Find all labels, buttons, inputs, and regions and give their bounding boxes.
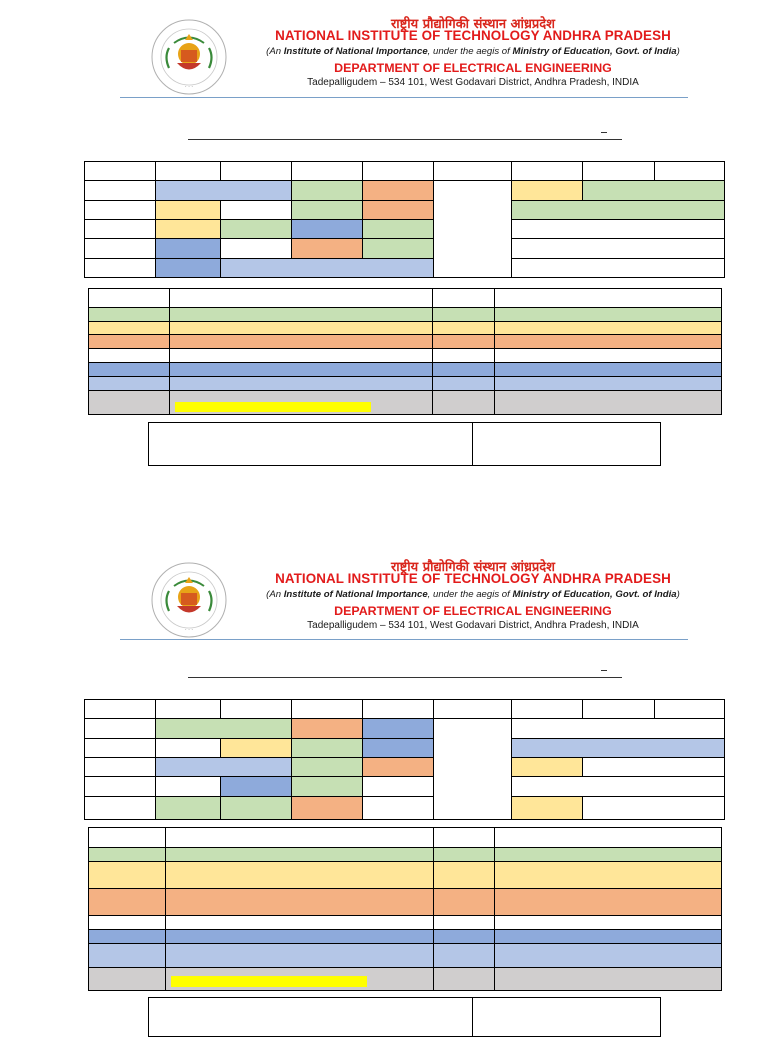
header-divider — [120, 639, 688, 640]
timetable-cell — [221, 700, 292, 719]
timetable-cell — [156, 700, 221, 719]
timetable-row — [85, 777, 725, 796]
timetable-cell — [512, 777, 725, 796]
legend-cell — [495, 968, 722, 991]
institute-tagline: (An Institute of National Importance, under the aegis of Ministry of Education, Govt. of India) — [266, 589, 680, 600]
timetable-cell — [292, 700, 363, 719]
legend-cell — [166, 889, 434, 916]
timetable-cell — [156, 757, 292, 776]
timetable-day-cell — [85, 777, 156, 796]
legend-cell — [434, 828, 495, 848]
legend-row — [89, 916, 722, 930]
institute-tagline: (An Institute of National Importance, under the aegis of Ministry of Education, Govt. of India) — [266, 46, 680, 57]
timetable-cell — [292, 777, 363, 796]
signature-cell — [149, 998, 473, 1037]
timetable-cell — [512, 700, 583, 719]
timetable-cell — [434, 700, 512, 719]
department-name: DEPARTMENT OF ELECTRICAL ENGINEERING — [334, 61, 612, 75]
timetable-cell — [512, 719, 725, 738]
timetable-cell — [363, 757, 434, 776]
timetable-day-cell — [85, 796, 156, 819]
timetable-cell — [221, 777, 292, 796]
timetable-cell — [363, 777, 434, 796]
department-name: DEPARTMENT OF ELECTRICAL ENGINEERING — [334, 604, 612, 618]
legend-cell — [434, 944, 495, 968]
timetable-cell — [363, 738, 434, 757]
legend-cell — [495, 930, 722, 944]
legend-cell — [495, 889, 722, 916]
legend-cell — [434, 889, 495, 916]
legend-row — [89, 889, 722, 916]
legend-cell — [89, 889, 166, 916]
timetable-cell — [583, 700, 655, 719]
timetable-cell — [583, 757, 725, 776]
legend-cell — [434, 930, 495, 944]
legend-header-row — [89, 828, 722, 848]
legend-cell — [89, 944, 166, 968]
legend-cell — [434, 848, 495, 862]
legend-cell — [89, 916, 166, 930]
legend-cell — [495, 944, 722, 968]
letterhead — [0, 557, 768, 657]
timetable-cell — [655, 700, 725, 719]
legend-cell — [434, 916, 495, 930]
timetable-cell — [363, 796, 434, 819]
timetable-cell — [363, 719, 434, 738]
legend-cell — [166, 828, 434, 848]
legend-row — [89, 944, 722, 968]
timetable-row — [85, 719, 725, 738]
timetable-cell — [221, 796, 292, 819]
legend-cell — [495, 828, 722, 848]
svg-text:· · ·: · · · — [185, 627, 193, 633]
timetable-grid — [84, 699, 725, 820]
timetable-day-cell — [85, 738, 156, 757]
timetable-row — [85, 757, 725, 776]
institute-address: Tadepalligudem – 534 101, West Godavari District, Andhra Pradesh, INDIA — [307, 620, 639, 631]
legend-cell — [89, 862, 166, 889]
institute-address: Tadepalligudem – 534 101, West Godavari District, Andhra Pradesh, INDIA — [307, 77, 639, 88]
timetable-cell — [85, 700, 156, 719]
legend-cell — [89, 968, 166, 991]
timetable-cell — [512, 757, 583, 776]
timetable-row — [85, 796, 725, 819]
legend-cell — [166, 862, 434, 889]
legend-cell — [89, 828, 166, 848]
legend-cell — [495, 916, 722, 930]
legend-cell — [89, 848, 166, 862]
legend-row — [89, 848, 722, 862]
legend-cell — [495, 848, 722, 862]
legend-row — [89, 862, 722, 889]
legend-cell — [89, 930, 166, 944]
timetable-day-cell — [85, 719, 156, 738]
timetable-day-cell — [85, 757, 156, 776]
hindi-institute-name: राष्ट्रीय प्रौद्योगिकी संस्थान आंध्रप्रदेश — [390, 17, 555, 32]
timetable-cell — [156, 777, 221, 796]
timetable-cell — [363, 700, 434, 719]
timetable-cell — [583, 796, 725, 819]
yellow-highlight — [171, 976, 367, 987]
timetable-cell — [156, 719, 292, 738]
timetable-cell — [512, 796, 583, 819]
timetable-cell — [292, 719, 363, 738]
title-blank-line — [188, 677, 622, 678]
timetable-cell — [221, 738, 292, 757]
legend-cell — [166, 944, 434, 968]
svg-text:· · ·: · · · — [185, 84, 193, 90]
institute-logo-emblem — [150, 561, 228, 639]
signature-box — [148, 997, 661, 1037]
timetable-break-cell — [434, 719, 512, 820]
legend-cell — [495, 862, 722, 889]
title-dash — [601, 670, 607, 671]
legend-row — [89, 930, 722, 944]
timetable-header-row — [85, 700, 725, 719]
institute-name: NATIONAL INSTITUTE OF TECHNOLOGY ANDHRA PRADESH — [275, 28, 671, 43]
subject-legend-table — [88, 827, 722, 991]
institute-name: NATIONAL INSTITUTE OF TECHNOLOGY ANDHRA PRADESH — [275, 571, 671, 586]
timetable-cell — [156, 796, 221, 819]
legend-cell — [434, 968, 495, 991]
timetable-cell — [512, 738, 725, 757]
signature-cell — [473, 998, 661, 1037]
timetable-cell — [292, 738, 363, 757]
hindi-institute-name: राष्ट्रीय प्रौद्योगिकी संस्थान आंध्रप्रदेश — [390, 560, 555, 575]
timetable-cell — [156, 738, 221, 757]
timetable-row — [85, 738, 725, 757]
legend-cell — [166, 916, 434, 930]
timetable-cell — [292, 757, 363, 776]
legend-cell — [166, 848, 434, 862]
legend-cell — [434, 862, 495, 889]
timetable-cell — [292, 796, 363, 819]
legend-cell — [166, 930, 434, 944]
